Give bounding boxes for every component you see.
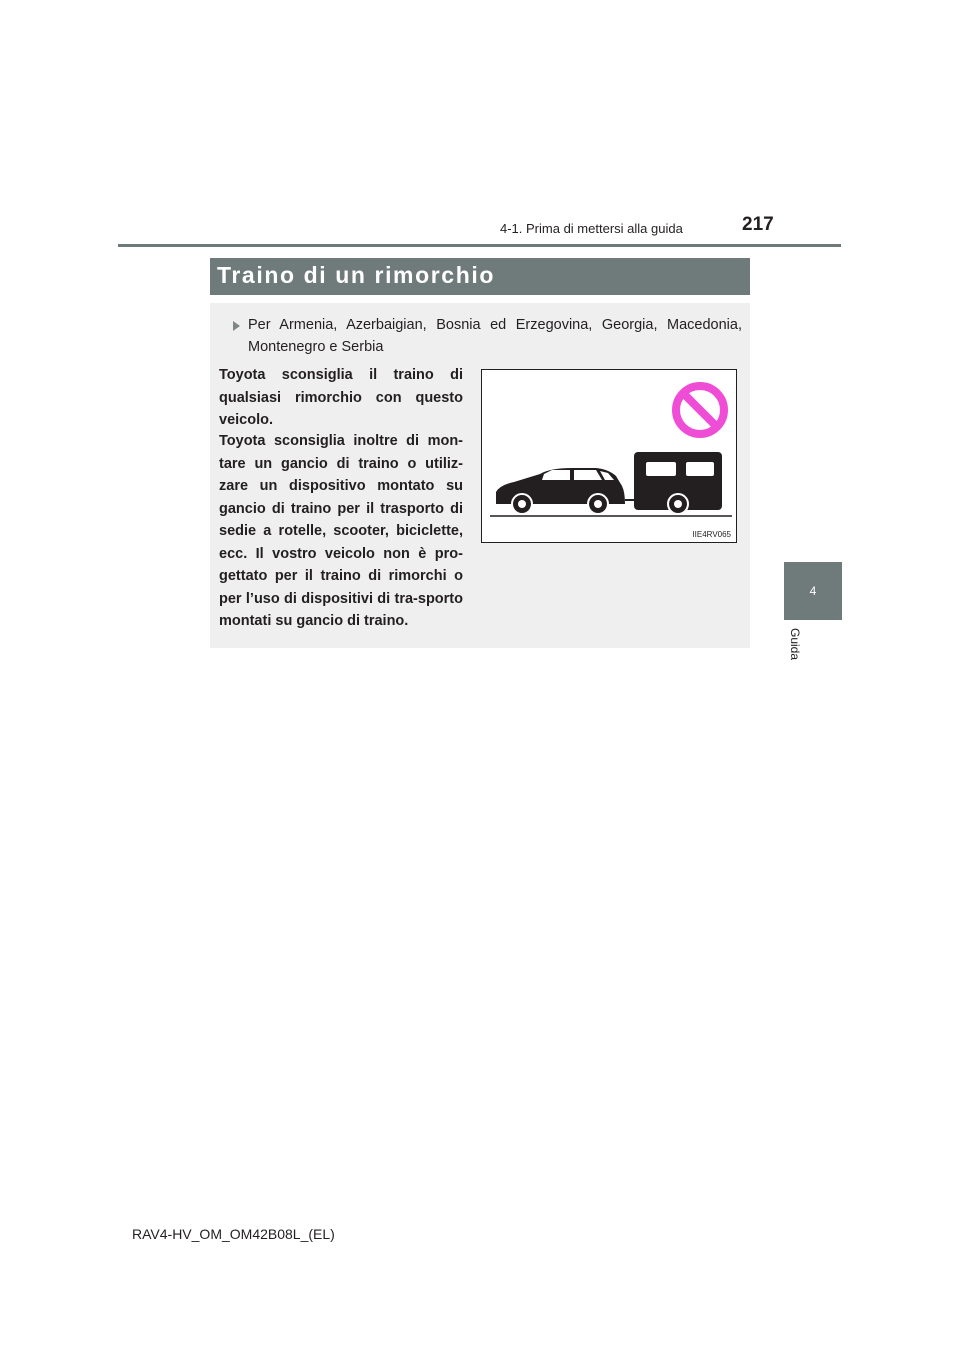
trailer-icon — [634, 452, 722, 514]
header-divider — [118, 244, 841, 247]
triangle-bullet-icon — [233, 321, 240, 331]
prohibition-icon — [676, 386, 724, 434]
section-title: Traino di un rimorchio — [217, 262, 495, 288]
chapter-tab-label: Guida — [788, 628, 802, 661]
chapter-header: 4-1. Prima di mettersi alla guida — [500, 221, 683, 236]
paragraph-towing-advice: Toyota sconsiglia il traino di qualsiasi rimorchio con questo veicolo. — [219, 367, 463, 428]
towing-illustration-drawing — [482, 370, 738, 544]
paragraph-hitch-advice: Toyota sconsiglia inoltre di mon-tare un gancio di traino o utiliz-zare un dispositivo montato su gancio di traino per il trasporto di sedie a rotelle, scooter, biciclette, ecc. Il vostro veicolo non è pro-gettato per il traino di rimorchi o per l’uso di dispositivi di tra-sporto montati su gancio di traino. — [219, 433, 463, 629]
chapter-tab — [784, 562, 842, 620]
chapter-tab-number: 4 — [809, 584, 817, 598]
car-icon — [496, 468, 634, 514]
page-number: 217 — [742, 214, 774, 235]
document-code: RAV4-HV_OM_OM42B08L_(EL) — [132, 1226, 335, 1242]
region-condition: Per Armenia, Azerbaigian, Bosnia ed Erzegovina, Georgia, Macedonia, Montenegro e Serbia — [248, 317, 742, 355]
illustration-code: IIE4RV065 — [692, 530, 731, 539]
towing-illustration — [481, 369, 737, 543]
